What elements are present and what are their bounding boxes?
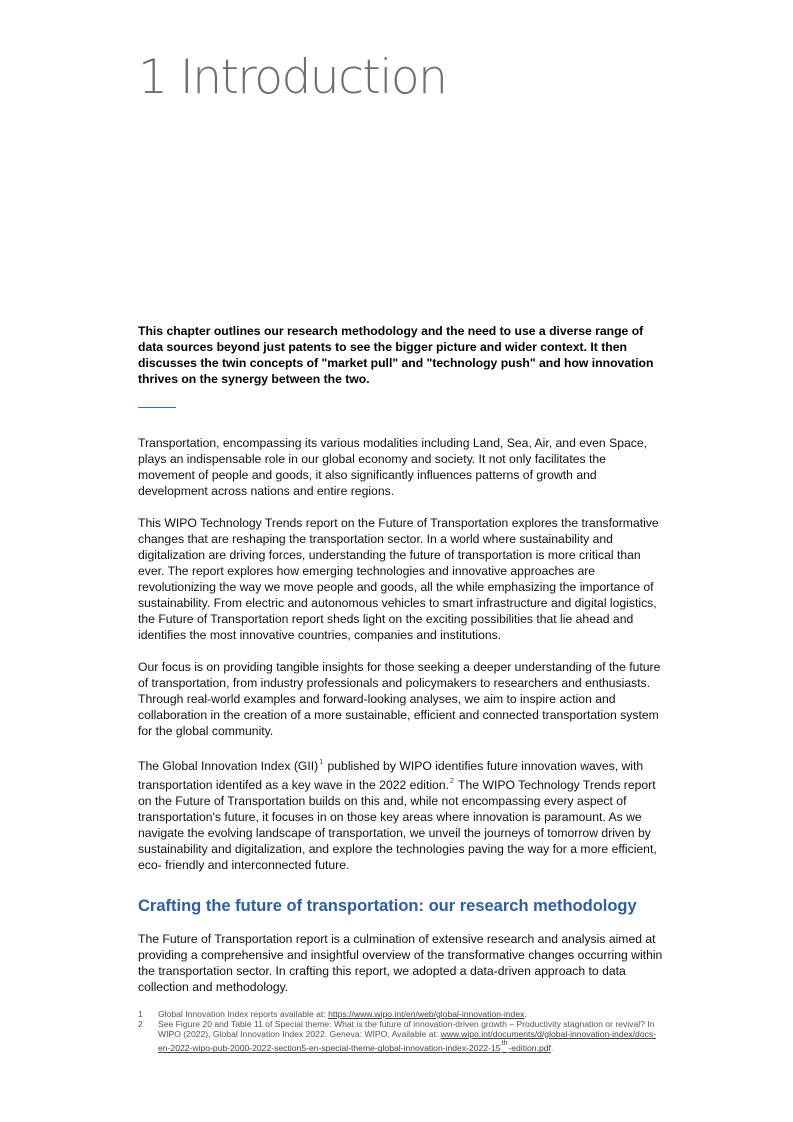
chapter-title: 1 Introduction	[138, 50, 447, 105]
body-paragraph-4	[138, 755, 663, 873]
body-paragraph-2: This WIPO Technology Trends report on the Future of Transportation explores the transformative changes that are reshaping the transportation sector. In a world where sustainability and digitalization are driving forces, understanding the future of transportation is more critical than ever. The report explores how emerging technologies and innovative approaches are revolutionizing the way we move people and goods, all the while emphasizing the importance of sustainability. From electric and autonomous vehicles to smart infrastructure and digital logistics, the Future of Transportation report sheds light on the exciting possibilities that lie ahead and identifies the most innovative countries, companies and institutions.	[138, 516, 659, 642]
footnote-body: See Figure 20 and Table 11 of Special theme: What is the future of innovation-driven growth – Productivity stagnation or revival? In WIPO (2022), Global Innovation Index 2022. Geneva: WIPO. Available at:	[158, 1018, 655, 1039]
body-paragraph-3: Our focus is on providing tangible insights for those seeking a deeper understanding of the future of transportation, from industry professionals and policymakers to researchers and enthusiasts. Through real-world examples and forward-looking analyses, we aim to inspire action and collaboration in the creation of a more sustainable, efficient and connected transportation system for the global community.	[138, 660, 661, 738]
chapter-intro: This chapter outlines our research methodology and the need to use a diverse range of data sources beyond just patents to see the bigger picture and wider context. It then discusses the twin concepts of "market pull" and "technology push" and how innovation thrives on the synergy between the two.	[138, 324, 654, 386]
footnote-tail: .	[550, 1043, 554, 1054]
footnote-number: 1	[138, 1009, 143, 1019]
footnote-link-end: -edition.pdf	[508, 1043, 551, 1054]
footnote-link-text: www.wipo.int/documents/d/global-innovation-index/docs-en-2022-wipo-pub-2000-2022-section5-en-special-theme-global-innovation-index-2022-15	[158, 1028, 657, 1054]
section-divider	[138, 407, 176, 408]
paragraph-4-text-c: The WIPO Technology Trends report on the Future of Transportation builds on this and, while not encompassing every aspect of transportation's future, it focuses in on those key areas where innovation is paramount. As we navigate the evolving landscape of transportation, we unveil the journeys of tomorrow driven by sustainability and digitalization, and explore the technologies paving the way for a more efficient, eco- friendly and interconnected future.	[138, 778, 657, 872]
section-heading: Crafting the future of transportation: our research methodology	[138, 897, 637, 915]
footnote-number: 2	[138, 1018, 143, 1029]
footnote-link-sup: th	[501, 1040, 508, 1048]
footnotes	[138, 1010, 663, 1054]
footnote-ref-1[interactable]: 1	[319, 759, 324, 766]
footnote-2	[138, 1020, 663, 1054]
footnote-link[interactable]: https://www.wipo.int/en/web/global-innovation-index	[328, 1009, 525, 1019]
body-paragraph-1: Transportation, encompassing its various modalities including Land, Sea, Air, and even Space, plays an indispensable role in our global economy and society. It not only facilitates the movement of people and goods, it also significantly influences patterns of growth and development across nations and entire regions.	[138, 436, 648, 498]
footnote-tail: .	[524, 1009, 527, 1019]
footnote-text	[158, 1020, 663, 1054]
footnote-body: Global Innovation Index reports available at:	[158, 1009, 329, 1019]
paragraph-4-text-b: published by WIPO identifies future innovation waves, with transportation identifed as a key wave in the 2022 edition.	[138, 759, 644, 792]
footnote-ref-2[interactable]: 2	[449, 778, 454, 785]
paragraph-4-text-a: The Global Innovation Index (GII)	[138, 759, 319, 773]
body-paragraph-5: The Future of Transportation report is a culmination of extensive research and analysis aimed at providing a comprehensive and insightful overview of the transformative changes occurring within the transportation sector. In crafting this report, we adopted a data-driven approach to data collection and methodology.	[138, 932, 663, 994]
